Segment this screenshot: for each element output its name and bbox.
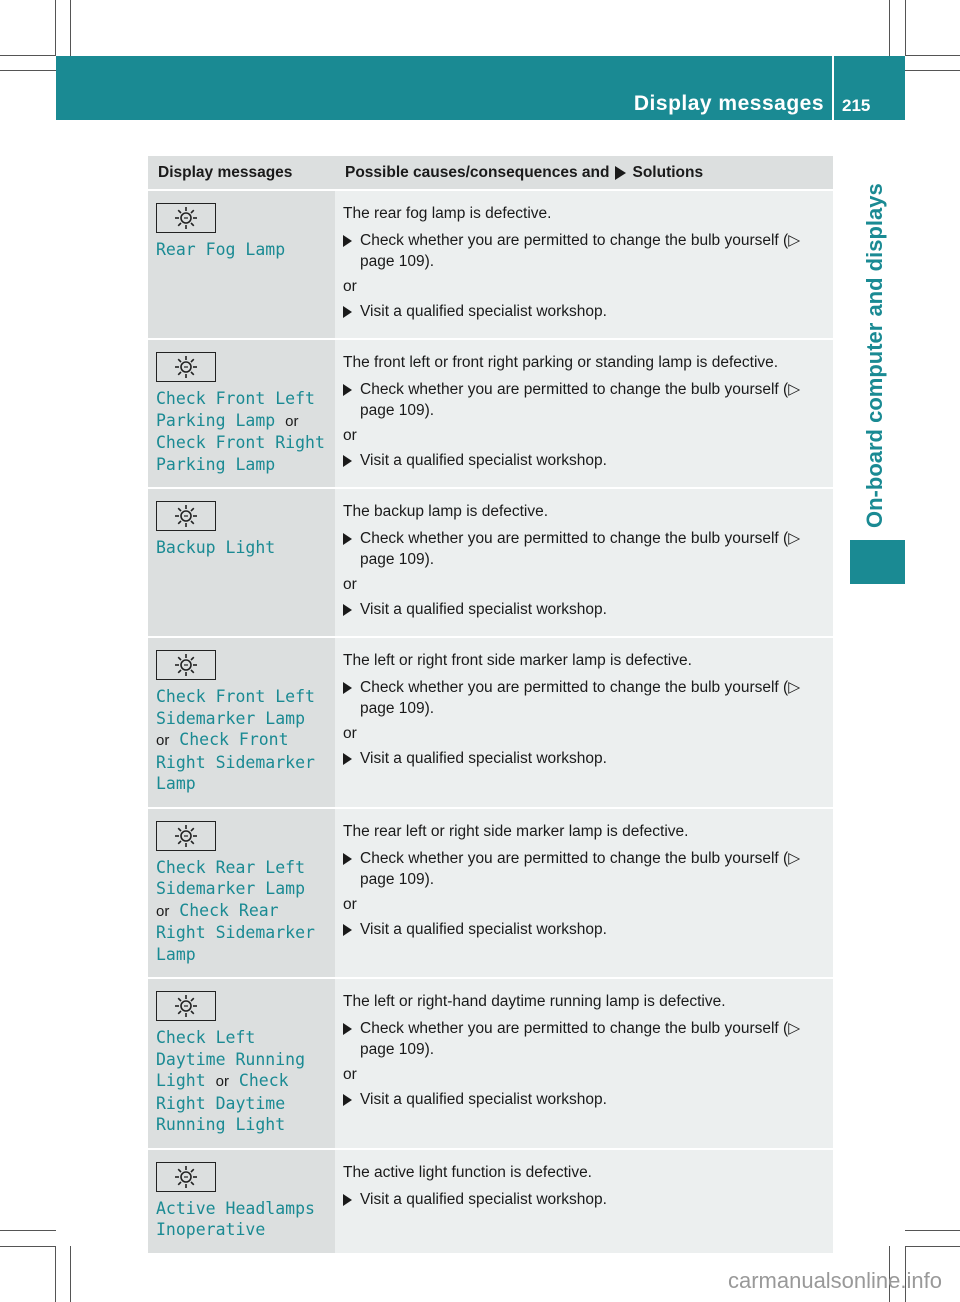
crop-mark <box>905 0 906 56</box>
solution-step <box>343 1018 825 1060</box>
side-tab-block <box>850 540 905 584</box>
solution-step <box>343 848 825 890</box>
header-divider <box>832 56 834 120</box>
light-bulb-icon <box>156 203 216 233</box>
solution-step-text: Visit a qualified specialist workshop. <box>360 920 607 938</box>
solution-cell <box>335 1150 833 1253</box>
cause-description: The rear fog lamp is defective. <box>343 205 552 222</box>
display-message-text: Active Headlamps Inoperative <box>156 1198 315 1239</box>
display-message-text: Check Rear Right Sidemarker Lamp <box>156 900 315 964</box>
step-arrow-icon <box>343 450 360 471</box>
message-cell <box>148 979 335 1148</box>
light-bulb-icon <box>156 1162 216 1192</box>
step-arrow-icon <box>343 230 360 272</box>
watermark: carmanualsonline.info <box>727 1268 942 1293</box>
solution-step <box>343 599 825 620</box>
light-bulb-icon <box>156 352 216 382</box>
crop-mark <box>905 70 960 71</box>
light-bulb-icon <box>156 991 216 1021</box>
play-arrow-icon <box>615 166 626 180</box>
solution-cell <box>335 489 833 636</box>
crop-mark <box>0 1246 56 1247</box>
display-message <box>156 537 327 559</box>
message-cell <box>148 191 335 338</box>
crop-mark <box>889 0 890 56</box>
display-message <box>156 857 327 966</box>
or-separator: or <box>343 725 357 742</box>
table-row <box>148 487 833 636</box>
display-message <box>156 1198 327 1241</box>
solution-step-text: Check whether you are permitted to change the bulb yourself (▷ page 109). <box>360 381 801 419</box>
solution-step-text: Check whether you are permitted to change the bulb yourself (▷ page 109). <box>360 1020 801 1058</box>
step-arrow-icon <box>343 748 360 769</box>
light-bulb-icon <box>156 650 216 680</box>
step-arrow-icon <box>343 1189 360 1210</box>
solution-step-text: Visit a qualified specialist workshop. <box>360 601 607 618</box>
solution-step <box>343 301 825 322</box>
table-row <box>148 189 833 338</box>
message-cell <box>148 638 335 807</box>
column-header-causes <box>335 164 833 182</box>
light-bulb-icon <box>156 821 216 851</box>
message-cell <box>148 489 335 636</box>
solution-step-text: Check whether you are permitted to change the bulb yourself (▷ page 109). <box>360 232 801 270</box>
display-message-text: Check Left Daytime Running Light <box>156 1028 306 1090</box>
display-message <box>156 1027 327 1136</box>
or-separator: or <box>343 278 357 295</box>
table-row <box>148 338 833 487</box>
table-row <box>148 1148 833 1253</box>
display-message-text: Check Right Daytime Running Light <box>156 1071 289 1134</box>
solution-step-text: Visit a qualified specialist workshop. <box>360 1190 607 1208</box>
solution-cell <box>335 979 833 1148</box>
crop-mark <box>905 55 960 56</box>
table-body <box>148 189 833 1253</box>
solution-step-text: Check whether you are permitted to change the bulb yourself (▷ page 109). <box>360 679 801 717</box>
solution-cell <box>335 340 833 487</box>
solution-step <box>343 379 825 421</box>
solution-step <box>343 919 825 940</box>
display-message <box>156 239 327 261</box>
display-message <box>156 686 327 795</box>
table-row <box>148 807 833 978</box>
solution-step <box>343 1189 825 1210</box>
display-message-text: Backup Light <box>156 538 276 557</box>
crop-mark <box>0 70 56 71</box>
or-separator: or <box>343 895 357 913</box>
column-header-messages: Display messages <box>158 163 293 181</box>
column-header-causes-text: Possible causes/consequences and <box>345 163 610 181</box>
step-arrow-icon <box>343 1089 360 1110</box>
solution-step <box>343 677 825 719</box>
light-bulb-icon <box>156 501 216 531</box>
page-header-title: Display messages <box>633 92 824 115</box>
crop-mark <box>70 1246 71 1302</box>
cause-description: The front left or front right parking or standing lamp is defective. <box>343 354 779 371</box>
crop-mark <box>905 1230 960 1231</box>
or-connector: or <box>285 412 299 430</box>
step-arrow-icon <box>343 599 360 620</box>
solution-step <box>343 748 825 769</box>
display-message-text: Rear Fog Lamp <box>156 240 286 259</box>
step-arrow-icon <box>343 379 360 421</box>
step-arrow-icon <box>343 1018 360 1060</box>
crop-mark <box>55 1246 56 1302</box>
solution-step <box>343 230 825 272</box>
crop-mark <box>70 0 71 56</box>
message-cell <box>148 1150 335 1253</box>
solution-cell <box>335 191 833 338</box>
crop-mark <box>905 1246 960 1247</box>
table-row <box>148 977 833 1148</box>
step-arrow-icon <box>343 528 360 570</box>
display-message <box>156 388 327 475</box>
cause-description: The backup lamp is defective. <box>343 503 549 520</box>
message-cell <box>148 809 335 978</box>
or-separator: or <box>343 427 357 444</box>
display-message-text: Check Front Left Sidemarker Lamp <box>156 687 315 728</box>
or-connector: or <box>215 1073 229 1090</box>
display-message-text: Check Rear Left Sidemarker Lamp <box>156 857 306 898</box>
side-tab-label: On-board computer and displays <box>862 183 887 528</box>
or-connector: or <box>156 902 170 920</box>
or-separator: or <box>343 1066 357 1083</box>
solution-step <box>343 1089 825 1110</box>
solution-step-text: Check whether you are permitted to change the bulb yourself (▷ page 109). <box>360 530 801 568</box>
step-arrow-icon <box>343 919 360 940</box>
display-message-text: Check Front Right Sidemarker Lamp <box>156 730 315 793</box>
step-arrow-icon <box>343 677 360 719</box>
crop-mark <box>0 55 56 56</box>
solution-cell <box>335 809 833 978</box>
page-number: 215 <box>842 96 871 115</box>
solution-step-text: Check whether you are permitted to change the bulb yourself (▷ page 109). <box>360 849 801 888</box>
or-connector: or <box>156 732 170 749</box>
crop-mark <box>55 0 56 56</box>
column-header-solutions-text: Solutions <box>632 163 704 181</box>
display-messages-table <box>148 156 833 1253</box>
table-row <box>148 636 833 807</box>
solution-step-text: Visit a qualified specialist workshop. <box>360 750 607 767</box>
crop-mark <box>0 1230 56 1231</box>
solution-cell <box>335 638 833 807</box>
solution-step-text: Visit a qualified specialist workshop. <box>360 303 607 320</box>
cause-description: The left or right front side marker lamp is defective. <box>343 652 692 669</box>
step-arrow-icon <box>343 301 360 322</box>
step-arrow-icon <box>343 848 360 890</box>
cause-description: The active light function is defective. <box>343 1163 592 1181</box>
message-cell <box>148 340 335 487</box>
solution-step <box>343 528 825 570</box>
or-separator: or <box>343 576 357 593</box>
solution-step-text: Visit a qualified specialist workshop. <box>360 452 607 469</box>
cause-description: The rear left or right side marker lamp is defective. <box>343 822 689 840</box>
cause-description: The left or right-hand daytime running lamp is defective. <box>343 993 726 1010</box>
display-message-text: Check Front Left Parking Lamp <box>156 389 315 430</box>
table-header <box>148 156 833 189</box>
solution-step-text: Visit a qualified specialist workshop. <box>360 1091 607 1108</box>
display-message-text: Check Front Right Parking Lamp <box>156 433 325 474</box>
solution-step <box>343 450 825 471</box>
